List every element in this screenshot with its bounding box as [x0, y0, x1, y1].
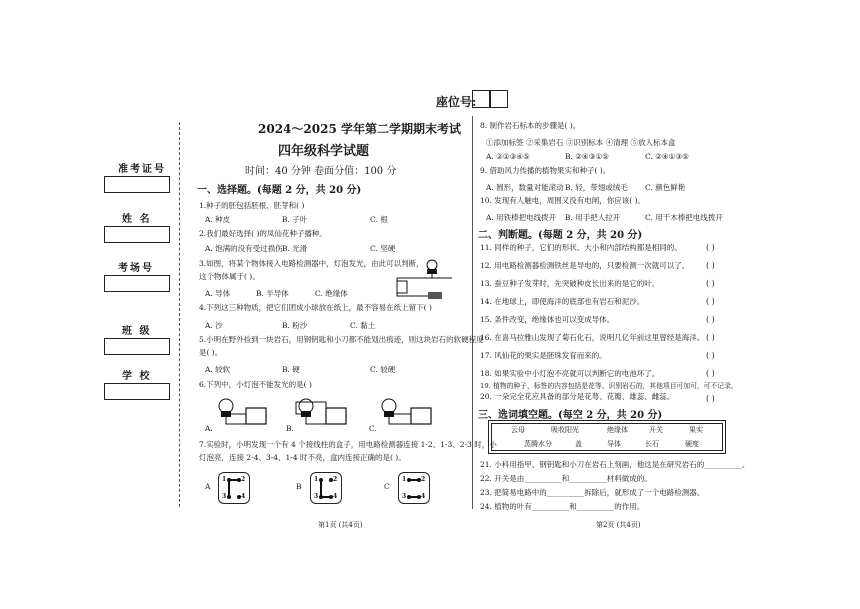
q8-option-c: C. ②④①③⑤	[645, 152, 689, 161]
exam-room-box[interactable]	[104, 275, 170, 292]
q2-option-a: A. 饱满的没有受过损伤	[205, 244, 283, 253]
word-bank-item: 蒸腾水分	[524, 440, 552, 448]
word-bank-item: 盖	[575, 440, 582, 448]
school-label: 学 校	[122, 371, 152, 382]
q8-option-a: A. ②①③④⑤	[486, 152, 530, 161]
question-10: 10. 发现有人触电，周围又没有电闸，你应该( )。	[480, 196, 646, 205]
question-5-cont: 是( )。	[199, 348, 223, 357]
name-box[interactable]	[104, 226, 170, 243]
judge-item-14: 14. 在地球上，即使海洋的底部也有岩石和泥沙。	[480, 297, 645, 306]
q10-option-c: C. 用干木棒把电线拨开	[645, 213, 723, 222]
q6-circuit-b-illustration	[292, 394, 352, 430]
fill-item-21[interactable]: 21. 小科用指甲、钢钥匙和小刀在岩石上刻画，他这是在研究岩石的__________。	[480, 460, 750, 469]
word-bank-box	[488, 420, 726, 454]
q8-option-b: B. ②④③①⑤	[565, 152, 609, 161]
question-2: 2.我们最好选择( )的凤仙花种子播种。	[199, 229, 327, 238]
judge-item-20: 20. 一朵完全花应具备的部分是花萼、花瓣、雄蕊、雌蕊。	[480, 392, 675, 401]
q6-option-b: B.	[286, 424, 294, 433]
q6-option-a: A.	[205, 424, 213, 433]
exam-title: 2024～2025 学年第二学期期末考试	[258, 122, 461, 136]
q8-steps: ①添加标签 ②采集岩石 ③识别标本 ④清理 ⑤放入标本盒	[486, 138, 676, 147]
judge-item-16: 16. 在喜马拉雅山发现了菊石化石，说明几亿年前这里曾经是海洋。	[480, 333, 705, 342]
word-bank-item: 云母	[511, 426, 525, 434]
question-9: 9. 借助风力传播的植物果实和种子( )。	[480, 166, 611, 175]
q4-option-c: C. 黏土	[350, 321, 376, 330]
seat-number-box[interactable]	[472, 90, 508, 108]
page-divider	[472, 116, 473, 509]
judge-answer-19[interactable]: ( )	[706, 394, 715, 403]
q10-option-a: A. 用铁棒把电线拨开	[486, 213, 557, 222]
q7-box-b: 1 2 3 4	[310, 472, 342, 504]
fill-item-24[interactable]: 24. 植物的叶有__________和__________的作用。	[480, 502, 645, 511]
q7-option-c: C	[384, 482, 390, 491]
question-8: 8. 制作岩石标本的步骤是( )。	[480, 121, 581, 130]
word-bank-item: 绝缘体	[607, 426, 628, 434]
q6-circuit-a-illustration	[212, 394, 272, 430]
q2-option-c: C. 坚硬	[370, 244, 396, 253]
q2-option-b: B. 光滑	[282, 244, 308, 253]
binding-line	[179, 122, 180, 507]
page-footer-1: 第1页 (共4页)	[318, 521, 363, 529]
judge-answer-15[interactable]: ( )	[706, 315, 715, 324]
judge-item-12: 12. 用电路检测器检测铁丝是导电的，只要检测一次就可以了。	[480, 261, 690, 270]
question-4: 4.下列这三种物质，把它们团成小球放在纸上，最不容易在纸上留下( )	[199, 303, 432, 312]
class-box[interactable]	[104, 338, 170, 355]
judge-item-17: 17. 风仙花的果实是胚珠发育而来的。	[480, 351, 607, 360]
q6-option-c: C.	[369, 424, 377, 433]
question-3: 3.如图，将某个物体接入电路检测器中，灯泡发光，由此可以判断，	[199, 259, 424, 268]
exam-room-label: 考场号	[118, 263, 154, 274]
word-bank-item: 长石	[645, 440, 659, 448]
exam-subtitle: 四年级科学试题	[278, 144, 370, 159]
q5-option-b: B. 硬	[282, 365, 300, 374]
q7-box-c: 1 2 3 4	[398, 472, 430, 504]
q1-option-c: C. 根	[370, 215, 388, 224]
q6-circuit-c-illustration	[375, 394, 437, 430]
question-6: 6.下列中，小灯泡不能发光的是( )	[199, 380, 312, 389]
judge-answer-16[interactable]: ( )	[706, 333, 715, 342]
page-footer-2: 第2页 (共4页)	[596, 521, 641, 529]
admission-number-label: 准考证号	[118, 164, 166, 175]
q3-option-a: A. 导体	[205, 289, 231, 298]
q10-option-b: B. 用手把人拉开	[565, 213, 621, 222]
judge-item-13: 13. 蚕豆种子发芽时，先突破种皮长出来的是它的叶。	[480, 279, 660, 288]
q9-option-b: B. 轻，带翅或绒毛	[565, 183, 628, 192]
section-judge-heading: 二、判断题。(每题 2 分，共 20 分)	[478, 230, 643, 241]
question-7: 7.实验时，小明发现一个有 4 个接线柱的盒子，用电路检测器连接 1-2、1-3、2-3 时，小	[199, 440, 497, 449]
judge-answer-13[interactable]: ( )	[706, 279, 715, 288]
q5-option-a: A. 较软	[205, 365, 231, 374]
word-bank-item: 导体	[607, 440, 621, 448]
question-5: 5.小明在野外捡到一块岩石，用钢钥匙和小刀都不能划出痕迹，则这块岩石的软硬程度	[199, 335, 484, 344]
word-bank-item: 开关	[649, 426, 663, 434]
q4-option-a: A. 沙	[205, 321, 223, 330]
admission-number-box[interactable]	[104, 176, 170, 193]
judge-answer-11[interactable]: ( )	[706, 243, 715, 252]
judge-answer-18[interactable]: ( )	[706, 369, 715, 378]
judge-item-18: 18. 如果实验中小灯泡不亮就可以判断它的电池坏了。	[480, 369, 660, 378]
seat-number-label: 座位号:	[436, 95, 477, 109]
section-choice-heading: 一、选择题。(每题 2 分，共 20 分)	[197, 185, 362, 196]
q7-box-a: 1 2 3 4	[218, 472, 250, 504]
word-bank-item: 果实	[689, 426, 703, 434]
q9-option-a: A. 圆形，数量对能滚动	[486, 183, 564, 192]
school-box[interactable]	[104, 383, 170, 400]
q7-option-a: A	[205, 482, 211, 491]
question-1: 1.种子的胚包括胚根、胚芽和( )	[199, 201, 305, 210]
name-label: 姓 名	[122, 214, 152, 225]
judge-item-11: 11. 同样的种子，它们的形状、大小和内部结构都是相同的。	[480, 243, 682, 252]
judge-answer-12[interactable]: ( )	[706, 261, 715, 270]
judge-item-19: 19. 植物的种子，标签的内容包括是花等、识别岩石的，其他项目可加可，可不记录。	[480, 382, 738, 390]
fill-item-23[interactable]: 23. 把简易电路中的__________拆除后，就形成了一个电路检测器。	[480, 488, 705, 497]
question-3-cont: 这个物体属于( )。	[199, 272, 260, 281]
judge-answer-14[interactable]: ( )	[706, 297, 715, 306]
q9-option-c: C. 颜色鲜艳	[645, 183, 686, 192]
class-label: 班 级	[122, 326, 152, 337]
q4-option-b: B. 粉沙	[282, 321, 308, 330]
q1-option-a: A. 种皮	[205, 215, 231, 224]
q3-option-c: C. 绝缘体	[315, 289, 348, 298]
exam-meta: 时间：40 分钟 卷面分值：100 分	[245, 166, 397, 177]
fill-item-22[interactable]: 22. 开关是由__________和__________材料做成的。	[480, 474, 652, 483]
q5-option-c: C. 较硬	[370, 365, 396, 374]
judge-item-15: 15. 条件改变，绝缘体也可以变成导体。	[480, 315, 615, 324]
circuit-tester-illustration	[392, 256, 454, 302]
q7-option-b: B	[296, 482, 302, 491]
question-7-cont: 灯泡亮，连接 2-4、3-4、1-4 时不亮，盒内连接正确的是( )。	[199, 453, 406, 462]
q1-option-b: B. 子叶	[282, 215, 308, 224]
word-bank-item: 吸收阳光	[551, 426, 579, 434]
word-bank-item: 硬度	[685, 440, 699, 448]
q3-option-b: B. 半导体	[256, 289, 289, 298]
judge-answer-17[interactable]: ( )	[706, 351, 715, 360]
section-fill-heading: 三、选词填空题。(每空 2 分，共 20 分)	[478, 410, 663, 421]
